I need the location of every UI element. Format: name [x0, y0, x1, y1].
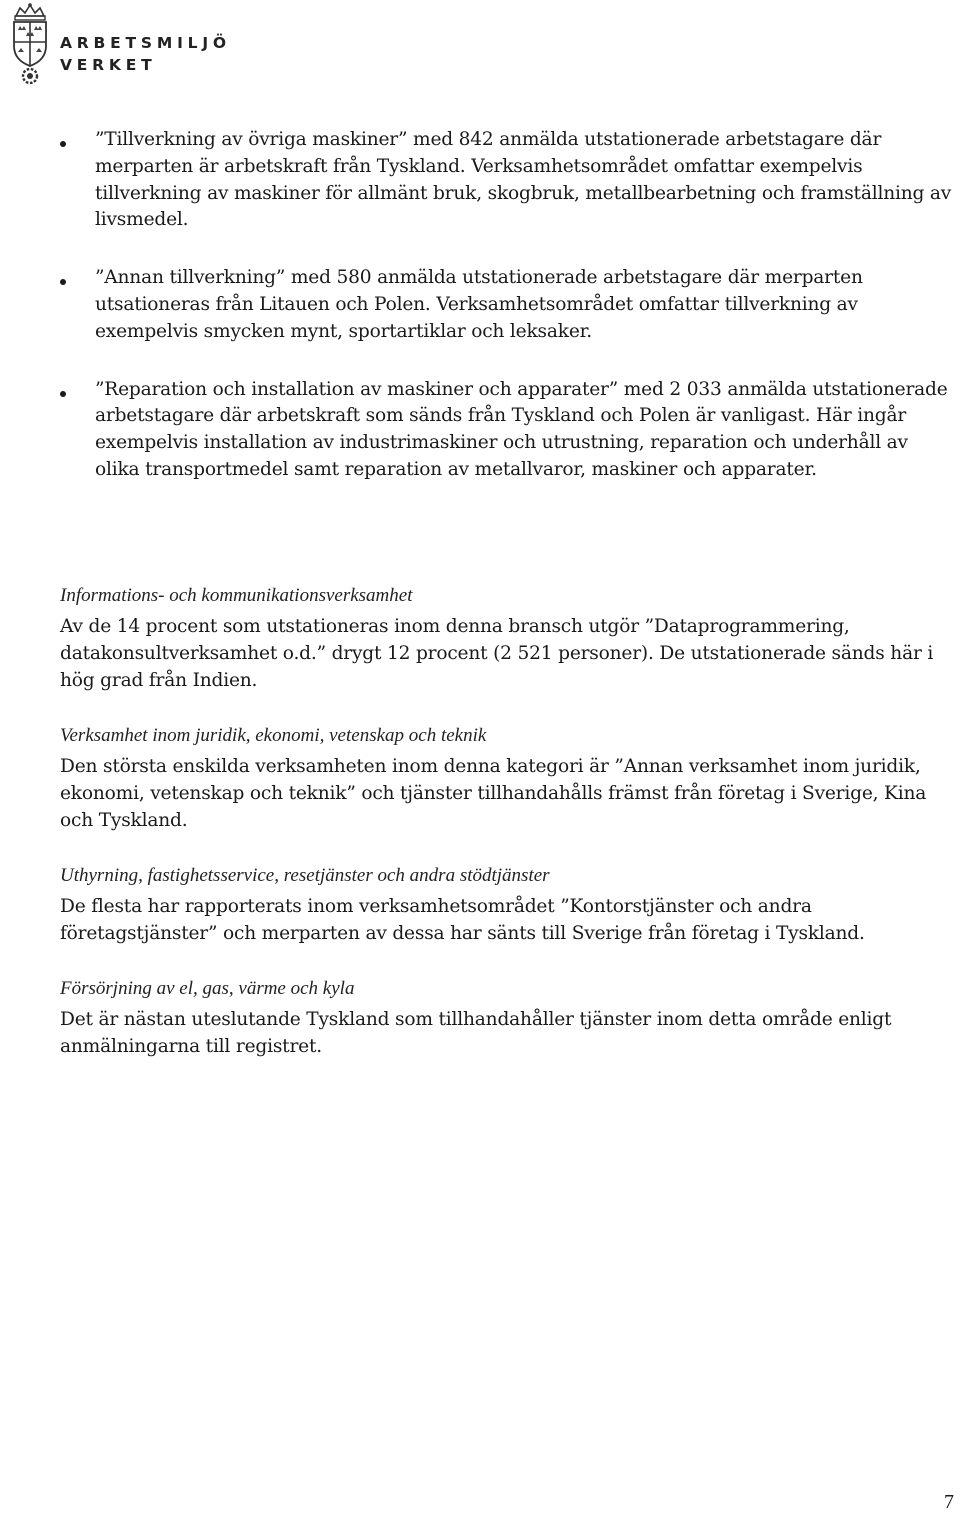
section-body: Den största enskilda verksamheten inom denna kategori är ”Annan verksamhet inom juridik, ekonomi, vetenskap och teknik” och tjänster tillhandahålls främst från företag i Sverige, Kina och Tyskland.	[60, 756, 927, 831]
bullet-text: ”Annan tillverkning” med 580 anmälda utstationerade arbetstagare där merparten utsationeras från Litauen och Polen. Verksamhetsområdet omfattar tillverkning av exempelvis smycken mynt, sportartiklar och leksaker.	[95, 267, 863, 342]
section-heading: Informations- och kommunikationsverksamhet	[60, 585, 413, 606]
section-information-communication	[60, 583, 952, 694]
logo-wordmark	[60, 32, 231, 76]
bullet-list	[0, 127, 960, 515]
bullet-dot-icon	[60, 279, 66, 285]
bullet-dot-icon	[60, 141, 66, 147]
sections	[60, 583, 952, 1089]
page-number: 7	[944, 1491, 954, 1513]
bullet-item	[0, 265, 960, 345]
arbetsmiljoverket-logo	[6, 2, 236, 86]
section-energy-supply	[60, 976, 952, 1060]
swedish-crest-icon	[6, 2, 54, 86]
section-body: Av de 14 procent som utstationeras inom denna bransch utgör ”Dataprogrammering, datakonsultverksamhet o.d.” drygt 12 procent (2 521 personer). De utstationerade sänds här i hög grad från Indien.	[60, 616, 934, 691]
bullet-dot-icon	[60, 391, 66, 397]
logo-line2: VERKET	[60, 56, 157, 74]
bullet-text: ”Reparation och installation av maskiner och apparater” med 2 033 anmälda utstationerade arbetstagare där arbetskraft som sänds från Tyskland och Polen är vanligast. Här ingår exempelvis installation av industrimaskiner och utrustning, reparation och underhåll av olika transportmedel samt reparation av metallvaror, maskiner och apparater.	[95, 378, 948, 480]
logo-line1: ARBETSMILJÖ	[60, 34, 231, 52]
section-heading: Verksamhet inom juridik, ekonomi, vetenskap och teknik	[60, 725, 487, 746]
section-body: Det är nästan uteslutande Tyskland som tillhandahåller tjänster inom detta område enligt anmälningarna till registret.	[60, 1009, 892, 1057]
section-heading: Uthyrning, fastighetsservice, resetjänster och andra stödtjänster	[60, 865, 550, 886]
section-heading: Försörjning av el, gas, värme och kyla	[60, 978, 355, 999]
bullet-item	[0, 127, 960, 234]
bullet-text: ”Tillverkning av övriga maskiner” med 842 anmälda utstationerade arbetstagare där merparten är arbetskraft från Tyskland. Verksamhetsområdet omfattar exempelvis tillverkning av maskiner för allmänt bruk, skogbruk, metallbearbetning och framställning av livsmedel.	[95, 129, 952, 231]
bullet-item	[0, 377, 960, 484]
section-law-economics-science	[60, 723, 952, 834]
section-rental-support-services	[60, 863, 952, 947]
section-body: De flesta har rapporterats inom verksamhetsområdet ”Kontorstjänster och andra företagstjänster” och merparten av dessa har sänts till Sverige från företag i Tyskland.	[60, 896, 865, 944]
